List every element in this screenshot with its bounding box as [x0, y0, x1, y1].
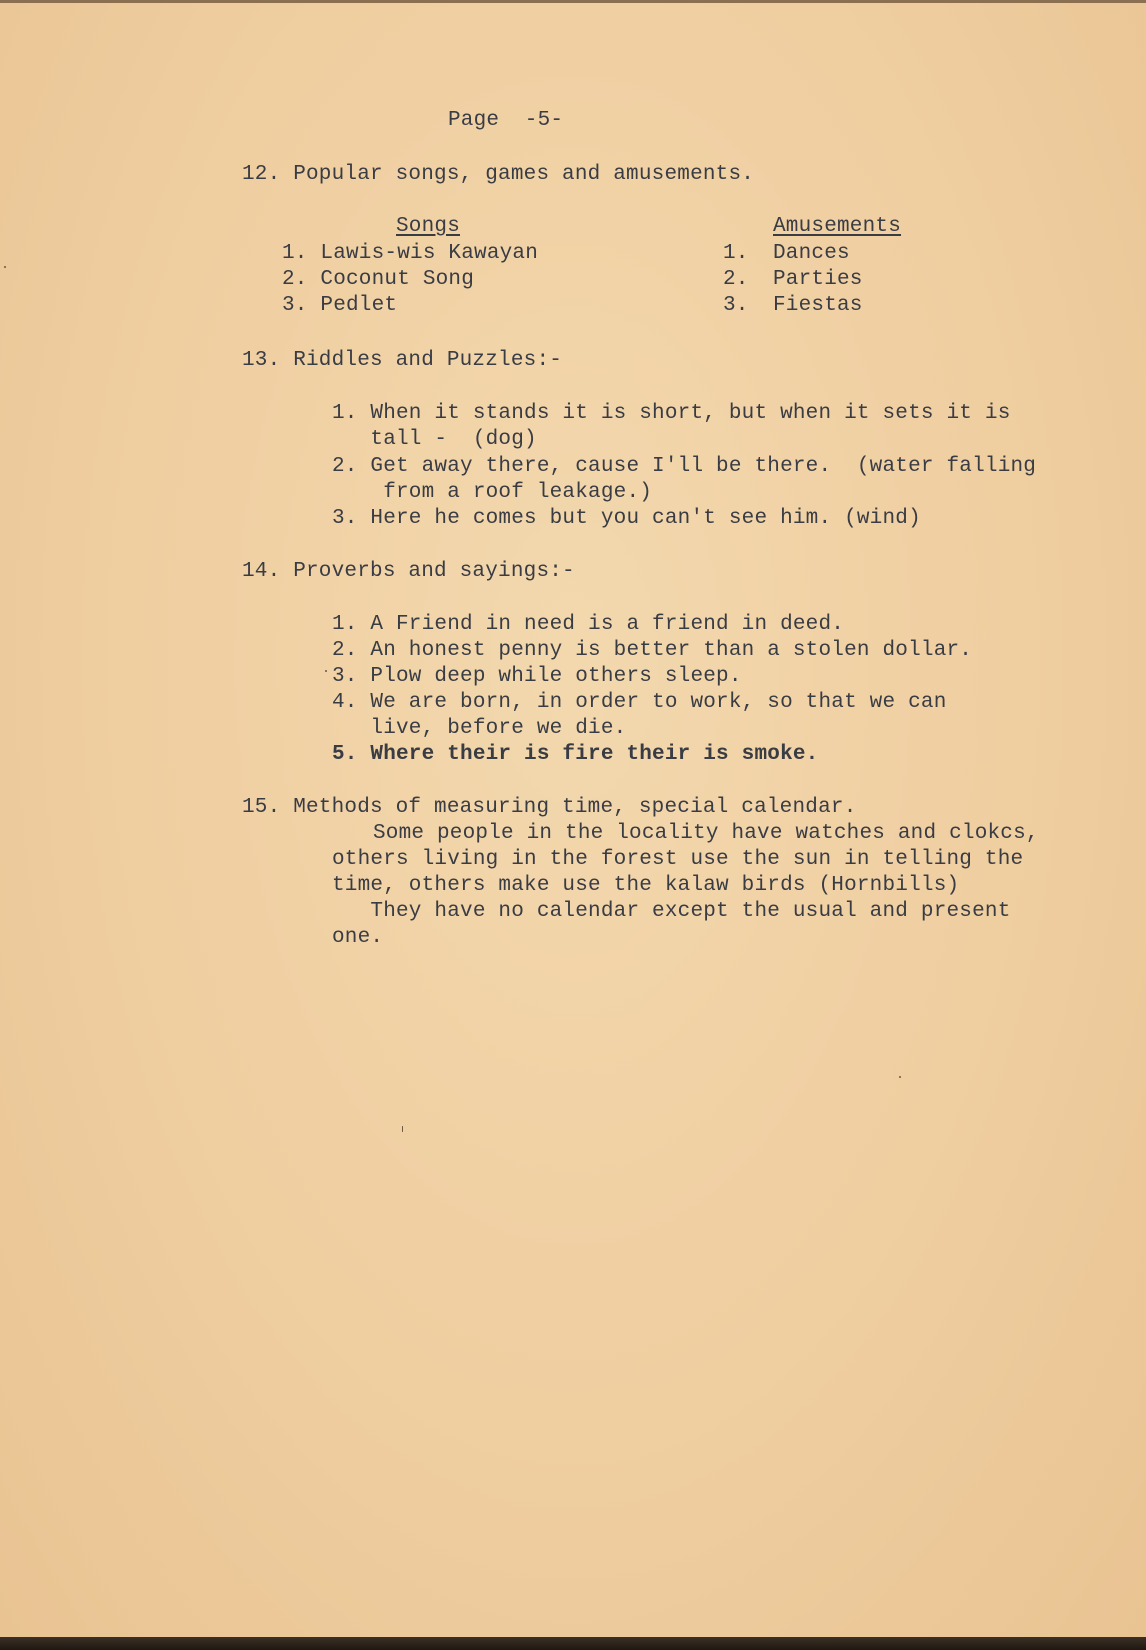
top-edge: [0, 0, 1146, 3]
method-line: Some people in the locality have watches and clokcs,: [373, 822, 1039, 845]
amusement-number: 3.: [723, 294, 749, 317]
bottom-edge: [0, 1637, 1146, 1650]
riddle-line: from a roof leakage.): [332, 481, 653, 504]
amusement-number: 2.: [723, 268, 749, 291]
item13-heading: 13. Riddles and Puzzles:-: [242, 349, 563, 372]
riddle-line: tall - (dog): [332, 428, 537, 451]
method-line: others living in the forest use the sun in telling the: [332, 848, 1024, 871]
paper-speck: [899, 1076, 901, 1078]
page-header: Page -5-: [448, 109, 564, 132]
amusement-item: Fiestas: [773, 294, 863, 317]
proverb-line: 4. We are born, in order to work, so that we can: [332, 691, 947, 714]
riddle-line: 3. Here he comes but you can't see him. (wind): [332, 507, 921, 530]
song-item: 3. Pedlet: [282, 294, 398, 317]
item12-heading: 12. Popular songs, games and amusements.: [242, 163, 755, 186]
method-line: They have no calendar except the usual and present: [332, 900, 1011, 923]
riddle-line: 2. Get away there, cause I'll be there. (water falling: [332, 455, 1037, 478]
riddle-line: 1. When it stands it is short, but when it sets it is: [332, 402, 1011, 425]
songs-header: Songs: [396, 215, 461, 238]
song-item: 2. Coconut Song: [282, 268, 475, 291]
paper-speck: [4, 266, 6, 268]
method-line: one.: [332, 926, 384, 949]
paper-speck: [402, 1126, 403, 1132]
amusement-item: Parties: [773, 268, 863, 291]
method-line: time, others make use the kalaw birds (Hornbills): [332, 874, 960, 897]
song-item: 1. Lawis-wis Kawayan: [282, 242, 539, 265]
proverb-line: 1. A Friend in need is a friend in deed.: [332, 613, 845, 636]
amusement-number: 1.: [723, 242, 749, 265]
amusements-header: Amusements: [773, 215, 902, 238]
proverb-line: live, before we die.: [332, 717, 627, 740]
item15-heading: 15. Methods of measuring time, special calendar.: [242, 796, 857, 819]
paper-speck: [325, 670, 327, 672]
item14-heading: 14. Proverbs and sayings:-: [242, 560, 575, 583]
proverb-line: 5. Where their is fire their is smoke.: [332, 743, 819, 766]
proverb-line: 3. Plow deep while others sleep.: [332, 665, 742, 688]
proverb-line: 2. An honest penny is better than a stolen dollar.: [332, 639, 973, 662]
amusement-item: Dances: [773, 242, 850, 265]
